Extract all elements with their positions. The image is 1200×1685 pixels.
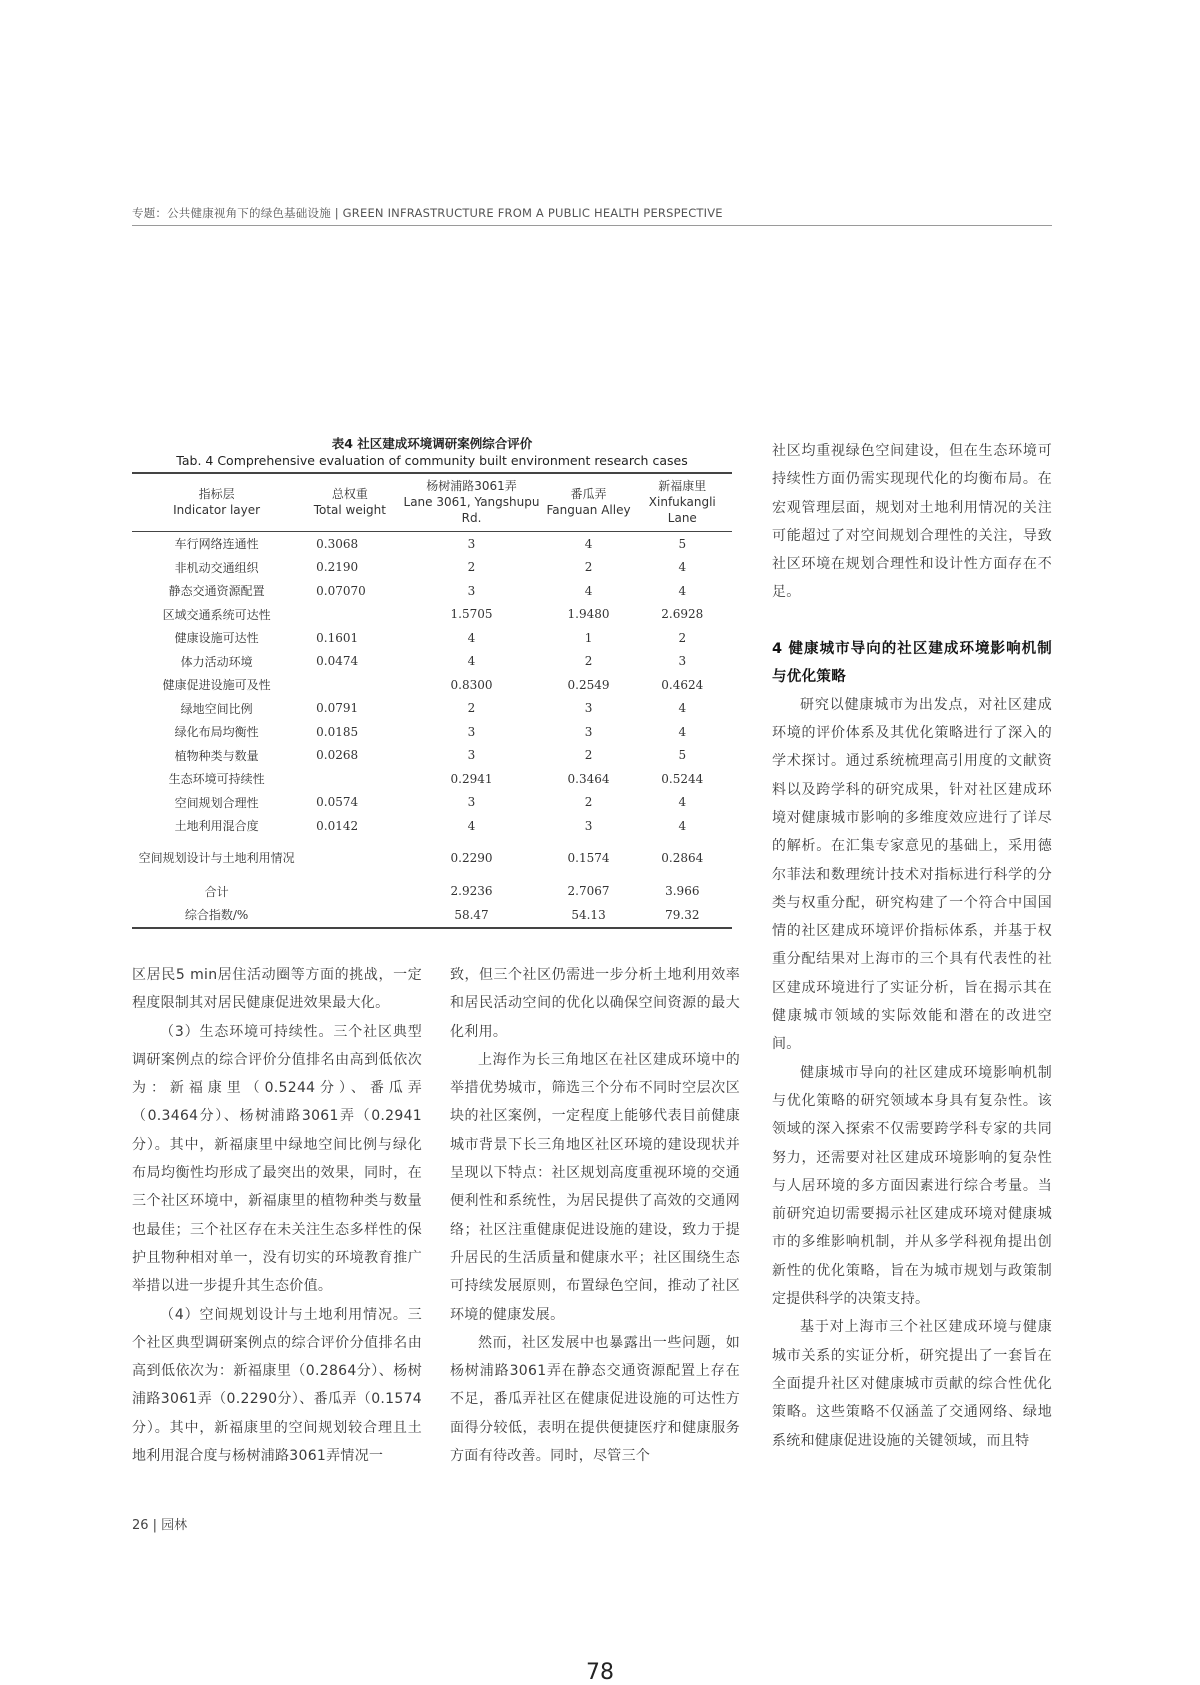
indicator-cell: 非机动交通组织 — [174, 560, 259, 575]
score-cell: 4 — [678, 560, 687, 575]
table-caption — [132, 435, 732, 469]
weight-cell — [301, 903, 398, 928]
score-cell: 3.966 — [665, 884, 700, 899]
score-cell: 3 — [584, 701, 593, 716]
weight-cell — [301, 673, 398, 697]
score-cell: 0.4624 — [661, 677, 704, 692]
score-cell: 5 — [678, 748, 687, 763]
weight-cell: 0.2190 — [316, 560, 359, 575]
indicator-cell: 空间规划合理性 — [174, 795, 259, 810]
indicator-cell: 健康促进设施可及性 — [162, 678, 271, 693]
score-cell: 0.5244 — [661, 771, 704, 786]
score-cell: 2.7067 — [567, 884, 610, 899]
paragraph: 社区均重视绿色空间建设，但在生态环境可持续性方面仍需实现现代化的均衡布局。在宏观管理层面，规划对土地利用情况的关注可能超过了对空间规划合理性的关注，导致社区环境在规划合理性和设计性方面存在不足。 — [772, 443, 1052, 601]
paragraph: 研究以健康城市为出发点，对社区建成环境的评价体系及其优化策略进行了深入的学术探讨。通过系统梳理高引用度的文献资料以及跨学科的研究成果，针对社区建成环境对健康城市影响的多维度效应进行了详尽的解析。在汇集专家意见的基础上，采用德尔菲法和数理统计技术对指标进行科学的分类与权重分配，研究构建了一个符合中国国情的社区建成环境评价指标体系，并基于权重分配结果对上海市的三个具有代表性的社区建成环境进行了实证分析，旨在揭示其在健康城市领域的实际效能和潜在的改进空间。 — [772, 696, 1052, 1053]
table-header-cell: 杨树浦路3061弄 Lane 3061, Yangshupu Rd. — [399, 473, 545, 532]
evaluation-table-block — [132, 435, 732, 929]
weight-cell: 0.0474 — [316, 654, 359, 669]
score-cell: 0.2290 — [450, 851, 493, 865]
weight-cell — [301, 767, 398, 791]
table-header-cell: 指标层 Indicator layer — [132, 473, 301, 532]
table-row — [132, 720, 732, 744]
score-cell: 1 — [584, 630, 593, 645]
score-cell: 5 — [678, 536, 687, 551]
table-caption-cn: 表4 社区建成环境调研案例综合评价 — [331, 436, 533, 451]
score-cell: 0.2549 — [567, 677, 610, 692]
table-row — [132, 838, 732, 880]
score-cell: 3 — [467, 724, 476, 739]
table-body — [132, 532, 732, 928]
score-cell: 4 — [678, 818, 687, 833]
score-cell: 3 — [467, 583, 476, 598]
table-header-cell: 总权重 Total weight — [301, 473, 398, 532]
score-cell: 4 — [584, 583, 593, 598]
weight-cell: 0.07070 — [316, 583, 366, 598]
table-row — [132, 697, 732, 721]
paragraph: 上海作为长三角地区在社区建成环境中的举措优势城市，筛选三个分布不同时空层次区块的社区案例，一定程度上能够代表目前健康城市背景下长三角地区社区环境的建设现状并呈现以下特点：社区规划高度重视环境的交通便利性和系统性，为居民提供了高效的交通网络；社区注重健康促进设施的建设，致力于提升居民的生活质量和健康水平；社区围绕生态可持续发展原则，布置绿色空间，推动了社区环境的健康发展。 — [450, 1051, 740, 1323]
paragraph: 区居民5 min居住活动圈等方面的挑战，一定程度限制其对居民健康促进效果最大化。 — [132, 967, 422, 1012]
footer-journal: 26 | 园林 — [132, 1518, 188, 1533]
indicator-cell: 合计 — [204, 884, 229, 899]
table-row — [132, 673, 732, 697]
weight-cell — [301, 838, 398, 880]
score-cell: 4 — [467, 818, 476, 833]
table-row — [132, 744, 732, 768]
score-cell: 2 — [467, 560, 476, 575]
indicator-cell: 土地利用混合度 — [174, 819, 259, 834]
score-cell: 0.2864 — [661, 851, 704, 865]
score-cell: 0.8300 — [450, 677, 493, 692]
table-row — [132, 903, 732, 928]
paragraph: 致，但三个社区仍需进一步分析土地利用效率和居民活动空间的优化以确保空间资源的最大化利用。 — [450, 967, 740, 1040]
indicator-cell: 空间规划设计与土地利用情况 — [138, 851, 295, 865]
weight-cell: 0.0268 — [316, 748, 359, 763]
weight-cell: 0.0185 — [316, 724, 359, 739]
score-cell: 4 — [678, 724, 687, 739]
indicator-cell: 绿地空间比例 — [180, 701, 253, 716]
score-cell: 2.6928 — [661, 607, 704, 622]
table-header-row — [132, 473, 732, 532]
score-cell: 4 — [467, 630, 476, 645]
table-row — [132, 603, 732, 627]
table-row — [132, 880, 732, 904]
weight-cell — [301, 880, 398, 904]
indicator-cell: 区域交通系统可达性 — [162, 607, 271, 622]
page-number: 78 — [586, 1660, 614, 1685]
score-cell: 4 — [467, 654, 476, 669]
column-right — [772, 437, 1052, 1455]
indicator-cell: 综合指数/% — [132, 903, 301, 928]
table-header-cell: 新福康里 Xinfukangli Lane — [633, 473, 732, 532]
evaluation-table — [132, 472, 732, 929]
score-cell: 0.1574 — [567, 851, 610, 865]
score-cell: 2 — [584, 654, 593, 669]
weight-cell: 0.1601 — [316, 630, 359, 645]
score-cell: 2 — [467, 701, 476, 716]
paragraph: 基于对上海市三个社区建成环境与健康城市关系的实证分析，研究提出了一套旨在全面提升社区对健康城市贡献的综合性优化策略。这些策略不仅涵盖了交通网络、绿地系统和健康促进设施的关键领域，而且特 — [772, 1319, 1052, 1449]
table-row — [132, 556, 732, 580]
weight-cell: 0.0791 — [316, 701, 359, 716]
running-head: 专题：公共健康视角下的绿色基础设施 | GREEN INFRASTRUCTURE FROM A PUBLIC HEALTH PERSPECTIVE — [132, 205, 1052, 226]
score-cell: 0.3464 — [567, 771, 610, 786]
weight-cell: 0.0142 — [316, 818, 359, 833]
score-cell: 1.5705 — [450, 607, 493, 622]
indicator-cell: 生态环境可持续性 — [168, 772, 265, 787]
paragraph: 健康城市导向的社区建成环境影响机制与优化策略的研究领域本身具有复杂性。该领域的深入探索不仅需要跨学科专家的共同努力，还需要对社区建成环境影响的复杂性与人居环境的多方面因素进行综合考量。当前研究迫切需要揭示社区建成环境对健康城市的多维影响机制，并从多学科视角提出创新性的优化策略，旨在为城市规划与政策制定提供科学的决策支持。 — [772, 1064, 1052, 1308]
section-title: 4 健康城市导向的社区建成环境影响机制与优化策略 — [772, 640, 1052, 685]
column-middle — [450, 961, 740, 1470]
score-cell: 4 — [678, 795, 687, 810]
table-row — [132, 579, 732, 603]
weight-cell: 0.0574 — [316, 795, 359, 810]
score-cell: 3 — [467, 795, 476, 810]
table-header-cell: 番瓜弄 Fanguan Alley — [544, 473, 632, 532]
score-cell: 2 — [584, 748, 593, 763]
score-cell: 79.32 — [633, 903, 732, 928]
score-cell: 3 — [467, 536, 476, 551]
paragraph: 然而，社区发展中也暴露出一些问题，如杨树浦路3061弄在静态交通资源配置上存在不足，番瓜弄社区在健康促进设施的可达性方面得分较低，表明在提供便捷医疗和健康服务方面有待改善。同时，尽管三个 — [450, 1334, 740, 1465]
score-cell: 2.9236 — [450, 884, 493, 899]
table-caption-en: Tab. 4 Comprehensive evaluation of community built environment research cases — [176, 453, 688, 468]
score-cell: 2 — [678, 630, 687, 645]
score-cell: 58.47 — [399, 903, 545, 928]
table-row — [132, 814, 732, 838]
table-row — [132, 650, 732, 674]
indicator-cell: 静态交通资源配置 — [168, 584, 265, 599]
score-cell: 3 — [678, 654, 687, 669]
table-row — [132, 767, 732, 791]
paragraph: （3）生态环境可持续性。三个社区典型调研案例点的综合评价分值排名由高到低依次为：新福康里（0.5244分）、番瓜弄（0.3464分）、杨树浦路3061弄（0.2941分）。其中，新福康里中绿地空间比例与绿化布局均衡性均形成了最突出的效果，同时，在三个社区环境中，新福康里的植物种类与数量也最佳；三个社区存在未关注生态多样性的保护且物种相对单一，没有切实的环境教育推广举措以进一步提升其生态价值。 — [132, 1023, 422, 1295]
paragraph: （4）空间规划设计与土地利用情况。三个社区典型调研案例点的综合评价分值排名由高到低依次为：新福康里（0.2864分）、杨树浦路3061弄（0.2290分）、番瓜弄（0.1574分）。其中，新福康里的空间规划较合理且土地利用混合度与杨树浦路3061弄情况一 — [132, 1306, 422, 1465]
indicator-cell: 绿化布局均衡性 — [174, 725, 259, 740]
indicator-cell: 体力活动环境 — [180, 654, 253, 669]
score-cell: 54.13 — [544, 903, 632, 928]
score-cell: 3 — [467, 748, 476, 763]
score-cell: 4 — [678, 583, 687, 598]
score-cell: 1.9480 — [567, 607, 610, 622]
table-row — [132, 626, 732, 650]
score-cell: 4 — [584, 536, 593, 551]
score-cell: 4 — [678, 701, 687, 716]
score-cell: 2 — [584, 795, 593, 810]
weight-cell — [301, 603, 398, 627]
score-cell: 3 — [584, 818, 593, 833]
score-cell: 3 — [584, 724, 593, 739]
table-row — [132, 532, 732, 556]
score-cell: 0.2941 — [450, 771, 493, 786]
indicator-cell: 车行网络连通性 — [174, 537, 259, 552]
indicator-cell: 健康设施可达性 — [174, 631, 259, 646]
indicator-cell: 植物种类与数量 — [174, 748, 259, 763]
table-row — [132, 791, 732, 815]
weight-cell: 0.3068 — [316, 536, 359, 551]
score-cell: 2 — [584, 560, 593, 575]
column-left — [132, 961, 422, 1470]
